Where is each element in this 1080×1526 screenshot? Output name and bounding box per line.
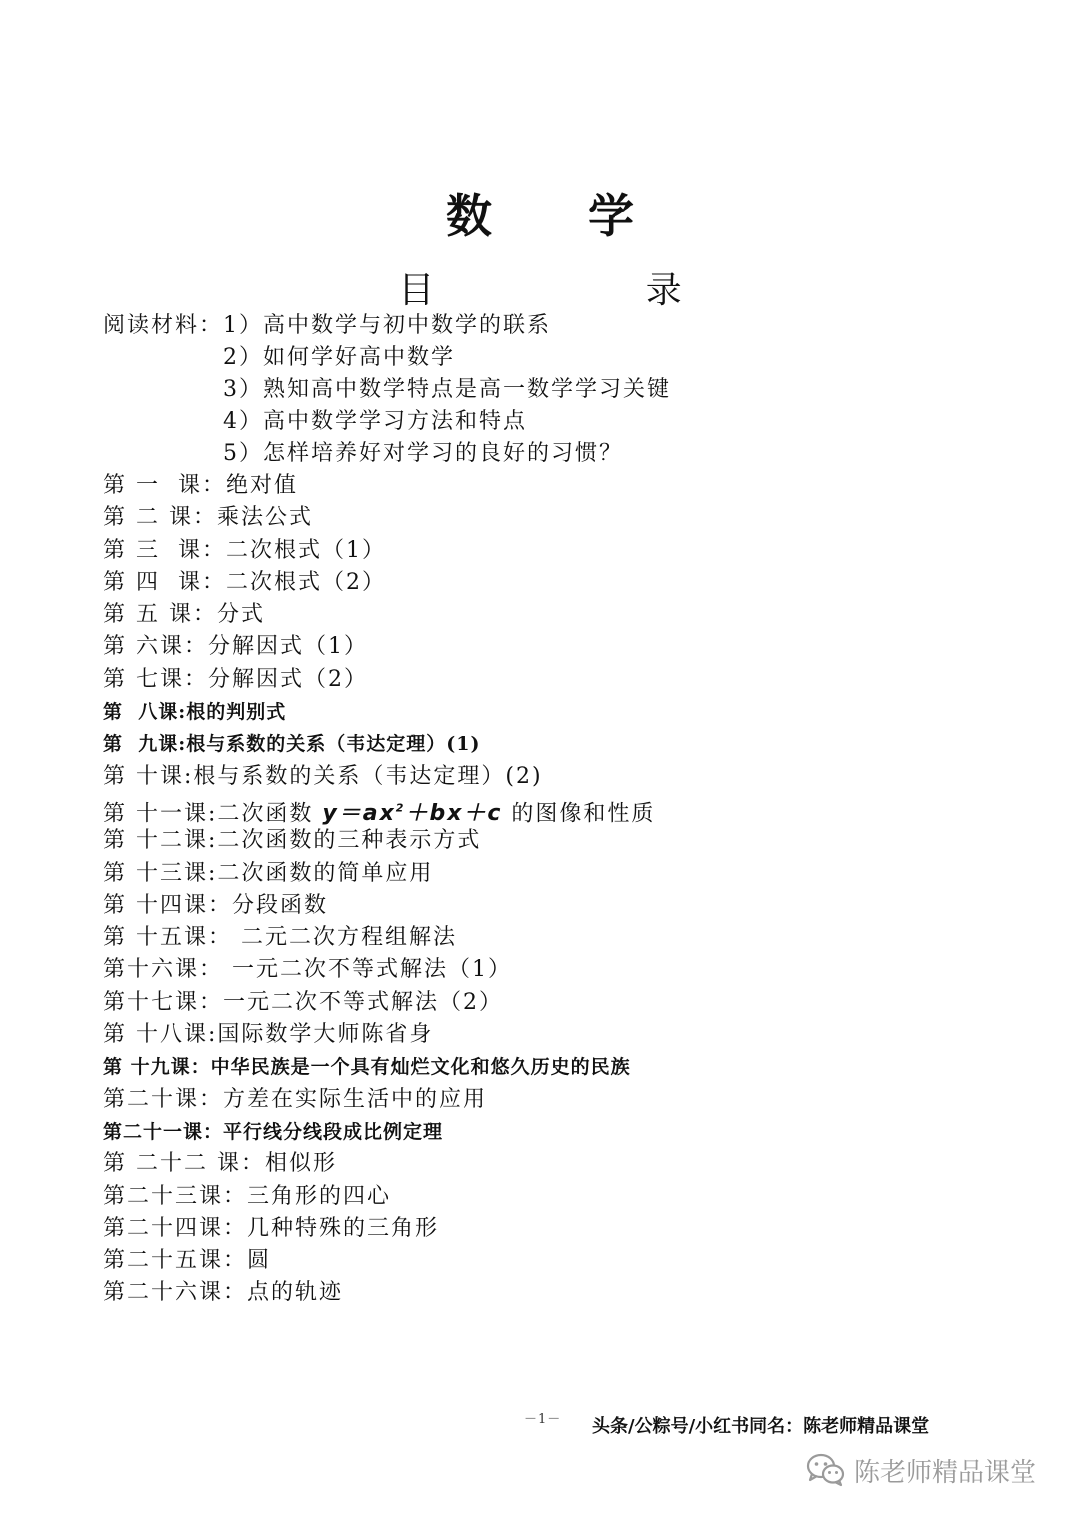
footer-credit: 头条/公粽号/小红书同名：陈老师精品课堂 — [592, 1416, 930, 1437]
lesson-title: 分解因式（1） — [208, 634, 368, 660]
lesson-title: 二次函数的简单应用 — [217, 860, 434, 886]
lesson-entry — [103, 728, 655, 760]
lesson-title: 分解因式（2） — [208, 666, 368, 692]
lesson-title-prefix: 二次函数 — [217, 801, 323, 827]
lesson-entry — [103, 1181, 655, 1213]
lesson-entry — [103, 761, 655, 793]
lesson-entry — [103, 470, 655, 502]
lesson-number: 第十六课： — [103, 957, 224, 983]
lesson-number: 第 一 课： — [103, 473, 226, 498]
lesson-title: 圆 — [247, 1248, 272, 1274]
lesson-title: 中华民族是一个具有灿烂文化和悠久历史的民族 — [210, 1056, 631, 1079]
lesson-entry — [103, 1213, 655, 1245]
lesson-title: 二元二次方程组解法 — [232, 925, 457, 951]
lesson-entry — [103, 825, 655, 857]
lesson-entry — [103, 922, 655, 954]
reading-item — [103, 310, 671, 342]
document-title: 数 学 — [445, 189, 674, 243]
lesson-entry — [103, 1084, 655, 1116]
lesson-entry — [103, 535, 655, 567]
quadratic-formula — [322, 801, 502, 826]
lesson-number: 第 七课： — [103, 666, 208, 692]
watermark-text: 陈老师精品课堂 — [854, 1457, 1037, 1488]
lesson-number: 第 十九课： — [103, 1056, 211, 1079]
reading-item-text: 2）如何学好高中数学 — [223, 345, 455, 370]
lesson-title: 分段函数 — [232, 892, 329, 918]
toc-heading: 目 录 — [398, 270, 782, 311]
lesson-entry — [103, 1245, 655, 1277]
lesson-entry — [103, 1019, 655, 1051]
lesson-number: 第 五 课： — [103, 602, 217, 628]
lesson-title: 根与系数的关系（韦达定理）(1) — [186, 733, 481, 756]
lesson-entry — [103, 567, 655, 599]
lesson-title: 根的判别式 — [186, 701, 287, 724]
lesson-entry — [103, 987, 655, 1019]
lesson-entry — [103, 1116, 655, 1148]
lesson-entry — [103, 793, 655, 825]
lesson-number: 第二十课： — [103, 1086, 224, 1112]
lesson-number: 第 十八课: — [103, 1022, 218, 1048]
lesson-list — [103, 470, 655, 1310]
lesson-entry — [103, 664, 655, 696]
lesson-title: 乘法公式 — [217, 505, 314, 531]
formula-part: y＝ax — [322, 801, 396, 827]
lesson-entry — [103, 631, 655, 663]
page-number: －1－ — [524, 1412, 562, 1427]
reading-materials — [103, 310, 671, 470]
reading-item — [103, 342, 671, 374]
lesson-number: 第 二 课： — [103, 505, 217, 531]
formula-part: ＋bx＋c — [405, 801, 503, 827]
lesson-title: 平行线分线段成比例定理 — [223, 1120, 444, 1143]
lesson-number: 第 八课: — [103, 701, 187, 724]
lesson-title: 一元二次不等式解法（1） — [223, 957, 513, 983]
lesson-entry — [103, 502, 655, 534]
lesson-number: 第 十三课: — [103, 860, 218, 886]
lesson-title-suffix: 的图像和性质 — [502, 801, 656, 827]
formula-exponent: 2 — [395, 801, 406, 815]
lesson-number: 第 二十二 课： — [103, 1151, 265, 1177]
lesson-number: 第 三 课： — [103, 537, 226, 563]
lesson-number: 第 六课： — [103, 634, 208, 660]
lesson-entry — [103, 890, 655, 922]
lesson-entry — [103, 1051, 655, 1083]
lesson-number: 第 十课: — [103, 763, 194, 789]
lesson-entry — [103, 858, 655, 890]
lesson-title: 分式 — [217, 602, 266, 628]
watermark — [806, 1450, 1036, 1490]
lesson-number: 第 九课: — [103, 733, 187, 756]
lesson-title: 根与系数的关系（韦达定理）(2) — [193, 763, 543, 789]
lesson-title: 一元二次不等式解法（2） — [223, 989, 504, 1015]
lesson-title: 二次根式（1） — [225, 537, 386, 563]
lesson-number: 第二十五课： — [103, 1248, 248, 1274]
lesson-number: 第 十二课: — [103, 828, 218, 854]
lesson-number: 第十七课： — [103, 989, 224, 1015]
reading-item-text: 3）熟知高中数学特点是高一数学学习关键 — [223, 377, 671, 402]
lesson-title: 方差在实际生活中的应用 — [223, 1086, 488, 1112]
lesson-title: 几种特殊的三角形 — [247, 1215, 440, 1241]
lesson-number: 第二十三课： — [103, 1183, 248, 1209]
lesson-entry — [103, 1277, 655, 1309]
lesson-entry — [103, 954, 655, 986]
lesson-title: 绝对值 — [225, 473, 298, 498]
wechat-icon — [806, 1453, 846, 1487]
lesson-number: 第二十六课： — [103, 1280, 248, 1306]
reading-label: 阅读材料： — [103, 313, 224, 338]
lesson-number: 第二十四课： — [103, 1215, 248, 1241]
reading-item — [103, 438, 671, 470]
lesson-number: 第 四 课： — [103, 569, 226, 595]
lesson-title: 二次函数的三种表示方式 — [217, 828, 482, 854]
reading-item — [103, 406, 671, 438]
lesson-number: 第二十一课： — [103, 1120, 224, 1143]
lesson-entry — [103, 599, 655, 631]
reading-item — [103, 374, 671, 406]
lesson-title: 点的轨迹 — [247, 1280, 344, 1306]
reading-item-text: 1）高中数学与初中数学的联系 — [223, 313, 551, 338]
lesson-number: 第 十一课: — [103, 801, 218, 827]
lesson-entry — [103, 1148, 655, 1180]
lesson-title: 三角形的四心 — [247, 1183, 392, 1209]
lesson-number: 第 十五课： — [103, 925, 232, 951]
lesson-title: 二次根式（2） — [225, 569, 386, 595]
lesson-title: 相似形 — [265, 1151, 338, 1177]
lesson-title: 国际数学大师陈省身 — [217, 1022, 434, 1048]
reading-item-text: 4）高中数学学习方法和特点 — [223, 409, 527, 434]
lesson-entry — [103, 696, 655, 728]
lesson-number: 第 十四课： — [103, 892, 232, 918]
reading-item-text: 5）怎样培养好对学习的良好的习惯？ — [223, 441, 623, 466]
